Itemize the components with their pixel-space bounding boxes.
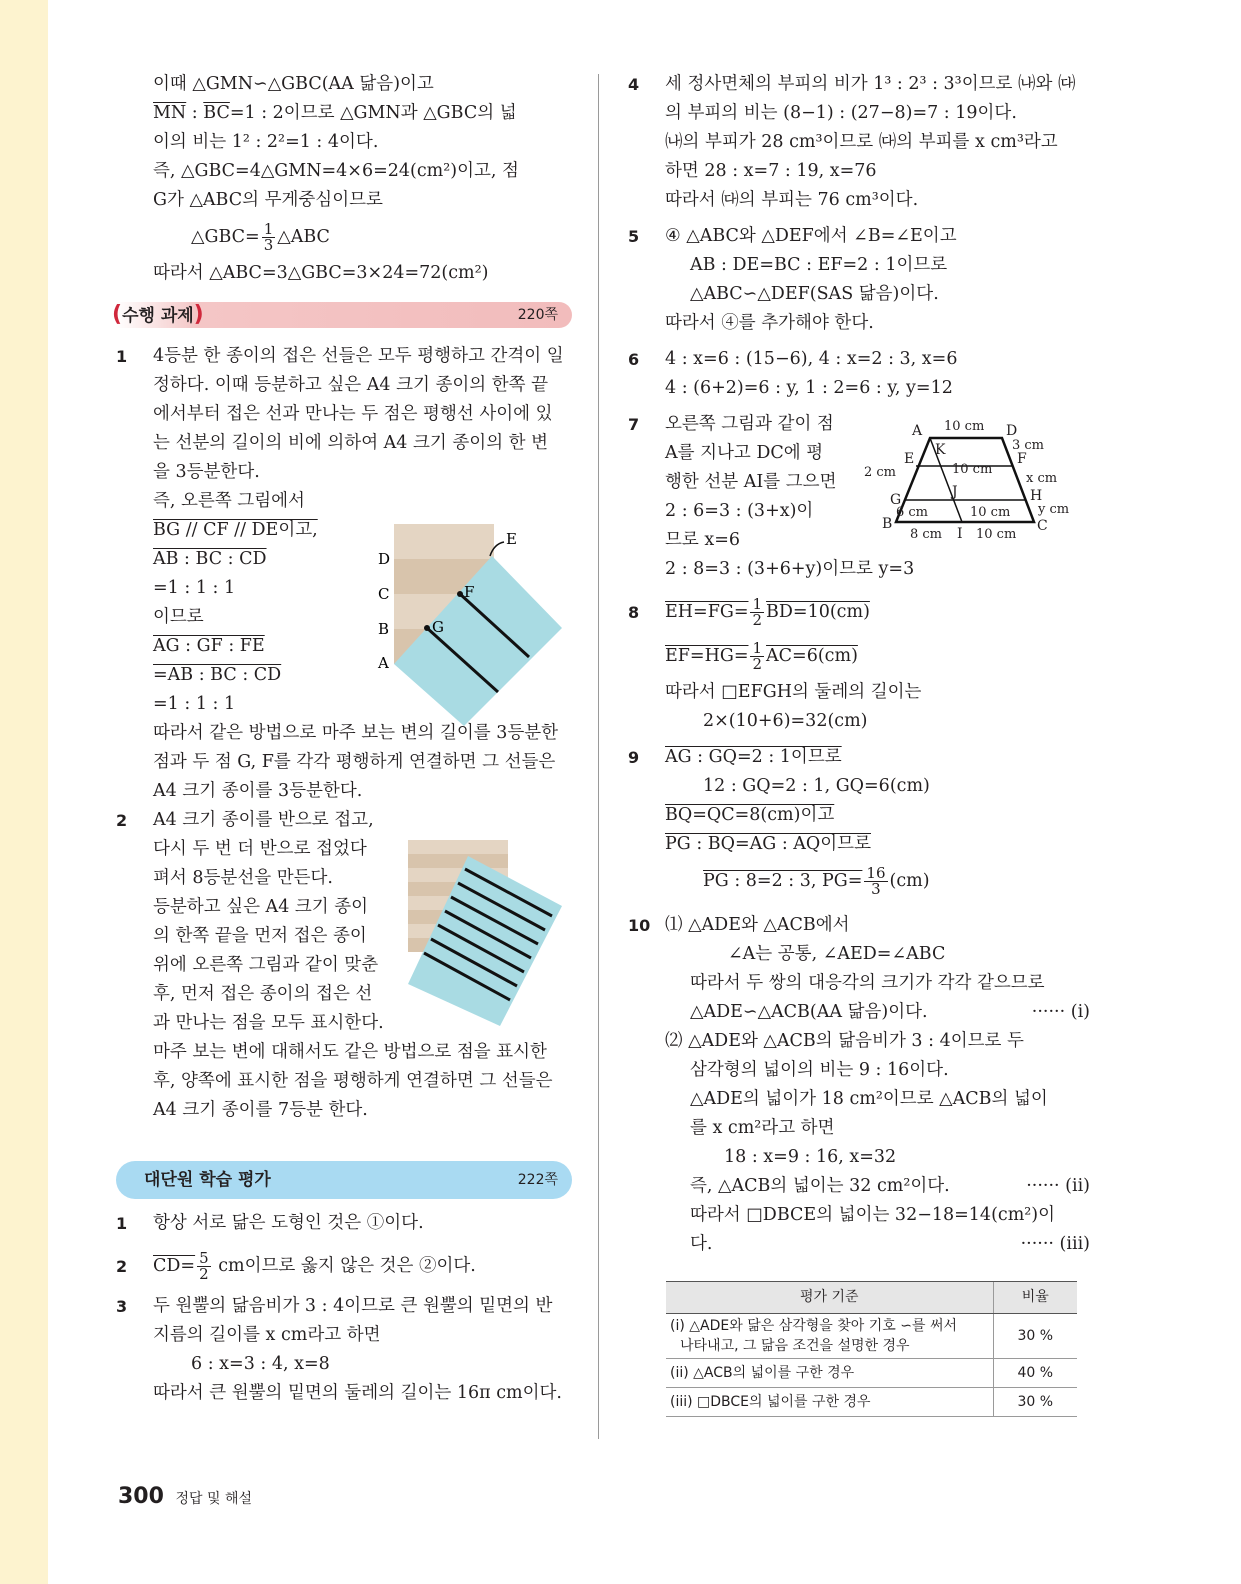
text-line: 는 선분의 길이의 비에 의하여 A4 크기 종이의 한 변 — [153, 433, 549, 453]
text-line: ∠A는 공통, ∠AED=∠ABC — [728, 944, 946, 964]
length-ad: 10 cm — [944, 419, 985, 434]
unit-banner — [116, 1161, 572, 1199]
table-row — [666, 1388, 1077, 1417]
label-b: B — [882, 516, 893, 532]
text-line: △ABC∽△DEF(SAS 닮음)이다. — [690, 284, 939, 304]
text-line: 위에 오른쪽 그림과 같이 맞춘 — [153, 955, 379, 975]
text-line: ⑴ △ADE와 △ACB에서 — [665, 915, 850, 935]
text-line: 다시 두 번 더 반으로 접었다 — [153, 839, 367, 859]
text-line: 따라서 □DBCE의 넓이는 32−18=14(cm²)이 — [690, 1205, 1056, 1225]
text-line: 즉, △ACB의 넓이는 32 cm²이다. ······ (ii) — [690, 1176, 1090, 1196]
item-number: 10 — [628, 916, 651, 935]
length-gj: 6 cm — [896, 505, 929, 520]
text-line: EF=HG= $\frac{1}{2}$ AC=6(cm) — [665, 639, 858, 673]
label-f: F — [1017, 451, 1027, 467]
item-number: 9 — [628, 748, 640, 767]
text-line: 따라서 □EFGH의 둘레의 길이는 — [665, 682, 922, 702]
item-number: 8 — [628, 603, 640, 622]
text-line: △ADE∽△ACB(AA 닮음)이다. ······ (i) — [690, 1002, 1090, 1022]
text-line: 을 3등분한다. — [153, 462, 260, 482]
ratio-cell: 40 % — [993, 1359, 1077, 1388]
text-line: 즉, △GBC=4△GMN=4×6=24(cm²)이고, 점 — [153, 161, 519, 181]
text-line: 6 : x=3 : 4, x=8 — [191, 1354, 330, 1374]
text-line: 2 : 6=3 : (3+x)이 — [665, 501, 814, 521]
text-line: 정하다. 이때 등분하고 싶은 A4 크기 종이의 한쪽 끝 — [153, 375, 549, 395]
text-line: 마주 보는 변에 대해서도 같은 방법으로 점을 표시한 — [153, 1042, 547, 1062]
item-number: 1 — [116, 1214, 128, 1233]
item-number: 1 — [116, 347, 128, 366]
length-ae: 2 cm — [864, 465, 897, 480]
footer-label: 정답 및 해설 — [175, 1491, 253, 1507]
problem-10 — [628, 911, 1090, 1259]
text-line: ⑵ △ADE와 △ACB의 닮음비가 3 : 4이므로 두 — [665, 1031, 1024, 1051]
text-line: 펴서 8등분선을 만든다. — [153, 868, 333, 888]
label-k: K — [935, 442, 946, 458]
text-line: 후, 먼저 접은 종이의 접은 선 — [153, 984, 373, 1004]
text-line: 행한 선분 AI를 그으면 — [665, 472, 837, 492]
text-line: PG : BQ=AG : AQ이므로 — [665, 834, 871, 854]
problem-4 — [628, 70, 1090, 215]
label-d: D — [1006, 423, 1018, 439]
label-j: J — [952, 484, 958, 500]
text-line: 이때 △GMN∽△GBC(AA 닮음)이고 — [153, 74, 434, 94]
ratio-cell: 30 % — [993, 1314, 1077, 1359]
text-line: AB : DE=BC : EF=2 : 1이므로 — [690, 255, 948, 275]
folded-paper-figure-7 — [400, 836, 565, 1031]
table-row — [666, 1359, 1077, 1388]
text-line: 점과 두 점 G, F를 각각 평행하게 연결하면 그 선들은 — [153, 752, 556, 772]
length-hc: y cm — [1038, 502, 1070, 517]
page-margin-strip — [0, 0, 48, 1584]
text-line: PG : 8=2 : 3, PG= $\frac{16}{3}$ (cm) — [703, 864, 930, 898]
table-header-row — [666, 1282, 1077, 1314]
label-d: D — [378, 550, 391, 568]
eval-1 — [116, 1209, 572, 1238]
task-banner-page: 220쪽 — [517, 307, 558, 323]
column-divider — [598, 74, 599, 1439]
item-number: 7 — [628, 415, 640, 434]
text-line: 삼각형의 넓이의 비는 9 : 16이다. — [690, 1060, 949, 1080]
criteria-cell: (iii) □DBCE의 넓이를 구한 경우 — [666, 1388, 993, 1417]
label-c: C — [1037, 518, 1048, 534]
text-line: EH=FG= $\frac{1}{2}$ BD=10(cm) — [665, 595, 870, 629]
point-f — [457, 591, 463, 597]
text-line: 따라서 ㈐의 부피는 76 cm³이다. — [665, 190, 919, 210]
text-line: A4 크기 종이를 3등분한다. — [153, 781, 363, 801]
item-number: 6 — [628, 350, 640, 369]
text-line: 후, 양쪽에 표시한 점을 평행하게 연결하면 그 선들은 — [153, 1071, 553, 1091]
header-ratio: 비율 — [993, 1282, 1077, 1314]
unit-banner-page: 222쪽 — [517, 1172, 558, 1188]
text-line: 지름의 길이를 x cm라고 하면 — [153, 1325, 381, 1345]
text-line: 이의 비는 1² : 2²=1 : 4이다. — [153, 132, 379, 152]
text-line: A4 크기 종이를 반으로 접고, — [153, 810, 374, 830]
text-line: 세 정사면체의 부피의 비가 1³ : 2³ : 3³이므로 ㈏와 ㈐ — [665, 74, 1076, 94]
text-line: BG // CF // DE이고, — [153, 520, 318, 540]
text-line: AG : GQ=2 : 1이므로 — [665, 747, 842, 767]
text-line: △ADE의 넓이가 18 cm²이므로 △ACB의 넓이 — [690, 1089, 1048, 1109]
label-i: I — [957, 526, 963, 542]
item-number: 3 — [116, 1297, 128, 1316]
text-line: AB : BC : CD — [153, 549, 267, 569]
text-line: ④ △ABC와 △DEF에서 ∠B=∠E이고 — [665, 226, 957, 246]
text-line: 4 : (6+2)=6 : y, 1 : 2=6 : y, y=12 — [665, 378, 953, 398]
length-ic: 10 cm — [976, 527, 1017, 542]
text-line: 따라서 큰 원뿔의 밑면의 둘레의 길이는 16π cm이다. — [153, 1383, 562, 1403]
text-line: =1 : 1 : 1 — [153, 694, 236, 714]
fraction-line: △GBC= $\frac{1}{3}$ △ABC — [191, 220, 330, 254]
problem-9 — [628, 743, 1090, 903]
item-number: 2 — [116, 1257, 128, 1276]
label-g: G — [890, 492, 902, 508]
label-e: E — [506, 530, 517, 548]
text-line: AG : GF : FE — [153, 636, 265, 656]
length-jh: 10 cm — [970, 505, 1011, 520]
page-footer — [118, 1482, 252, 1514]
unit-banner-title: 대단원 학습 평가 — [144, 1170, 271, 1190]
ratio-text: =1 : 2이므로 △GMN과 △GBC의 넓 — [229, 103, 517, 123]
length-df: 3 cm — [1012, 438, 1045, 453]
table-row — [666, 1314, 1077, 1359]
point-g — [424, 625, 430, 631]
problem-8 — [628, 590, 1090, 736]
text-line: 하면 28 : x=7 : 19, x=76 — [665, 161, 877, 181]
left-column — [112, 70, 572, 1408]
text-line: 를 x cm²라고 하면 — [690, 1118, 835, 1138]
text-line: 따라서 △ABC=3△GBC=3×24=72(cm²) — [153, 263, 489, 283]
text-line: 과 만나는 점을 모두 표시한다. — [153, 1013, 384, 1033]
text-line: A4 크기 종이를 7등분 한다. — [153, 1100, 368, 1120]
item-number: 4 — [628, 75, 640, 94]
text-line: 에서부터 접은 선과 만나는 두 점은 평행선 사이에 있 — [153, 404, 553, 424]
label-a: A — [912, 423, 923, 439]
item-number: 5 — [628, 227, 640, 246]
label-f: F — [464, 583, 475, 601]
text-line: 4 : x=6 : (15−6), 4 : x=2 : 3, x=6 — [665, 349, 958, 369]
task-banner-title: (수행 과제) — [112, 302, 204, 327]
text-line: ㈏의 부피가 28 cm³이므로 ㈐의 부피를 x cm³라고 — [665, 132, 1058, 152]
text-line: BQ=QC=8(cm)이고 — [665, 805, 835, 825]
text-line: 두 원뿔의 닮음비가 3 : 4이므로 큰 원뿔의 밑면의 반 — [153, 1296, 553, 1316]
text-line: 이므로 — [153, 607, 204, 627]
text-line: 따라서 ④를 추가해야 한다. — [665, 313, 874, 333]
paper-band — [394, 524, 494, 559]
segment-mn: $\overline{MN}$ — [153, 103, 187, 123]
criteria-cell: (ii) △ACB의 넓이를 구한 경우 — [666, 1359, 993, 1388]
label-e: E — [904, 451, 915, 467]
label-g: G — [432, 618, 444, 636]
text-line: 다. ······ (iii) — [690, 1234, 1090, 1254]
text-line: 의 부피의 비는 (8−1) : (27−8)=7 : 19이다. — [665, 103, 1017, 123]
text-line: 므로 x=6 — [665, 530, 741, 550]
criteria-cell: (i) △ADE와 닮은 삼각형을 찾아 기호 ∽를 써서 나타내고, 그 닮음 조건을 설명한 경우 — [666, 1314, 993, 1359]
text-line: 의 한쪽 끝을 먼저 접은 종이 — [153, 926, 367, 946]
text-line: 18 : x=9 : 16, x=32 — [724, 1147, 897, 1167]
text-line: CD= $\frac{5}{2}$ cm이므로 옳지 않은 것은 ②이다. — [153, 1249, 476, 1283]
text-line: 따라서 두 쌍의 대응각의 크기가 각각 같으므로 — [690, 973, 1045, 993]
right-column — [628, 70, 1090, 1259]
text-line: 4등분 한 종이의 접은 선들은 모두 평행하고 간격이 일 — [153, 346, 564, 366]
problem-6 — [628, 345, 1090, 403]
text-line: 항상 서로 닮은 도형인 것은 ①이다. — [153, 1213, 424, 1233]
trapezoid-figure — [862, 418, 1082, 548]
text-line: A를 지나고 DC에 평 — [665, 443, 824, 463]
text-line: 12 : GQ=2 : 1, GQ=6(cm) — [703, 776, 930, 796]
text-line: =1 : 1 : 1 — [153, 578, 236, 598]
eval-2 — [116, 1244, 572, 1288]
text-line: 오른쪽 그림과 같이 점 — [665, 414, 834, 434]
label-a: A — [378, 654, 389, 672]
text-line: =AB : BC : CD — [153, 665, 282, 685]
length-kf: 10 cm — [952, 462, 993, 477]
folded-paper-figure-3 — [372, 520, 567, 730]
header-criteria: 평가 기준 — [666, 1282, 993, 1314]
label-c: C — [378, 585, 390, 603]
task-banner — [112, 302, 572, 328]
text-line: $\overline{MN}$ : $\overline{BC}=1$ : 2이므로 △GMN과 △GBC의 넓 — [153, 103, 517, 123]
label-h: H — [1030, 488, 1043, 504]
text-line: 2 : 8=3 : (3+6+y)이므로 y=3 — [665, 559, 915, 579]
length-bi: 8 cm — [910, 527, 943, 542]
ratio-cell: 30 % — [993, 1388, 1077, 1417]
eval-3 — [116, 1292, 572, 1408]
text-line: 즉, 오른쪽 그림에서 — [153, 491, 305, 511]
problem-5 — [628, 222, 1090, 338]
evaluation-criteria-table — [666, 1281, 1077, 1417]
length-fh: x cm — [1026, 471, 1058, 486]
text-line: G가 △ABC의 무게중심이므로 — [153, 190, 383, 210]
label-b: B — [378, 620, 390, 638]
page-number: 300 — [118, 1484, 164, 1509]
text-line: 2×(10+6)=32(cm) — [703, 711, 868, 731]
item-number: 2 — [116, 811, 128, 830]
text-line: 따라서 같은 방법으로 마주 보는 변의 길이를 3등분한 — [153, 723, 559, 743]
text-line: 등분하고 싶은 A4 크기 종이 — [153, 897, 369, 917]
